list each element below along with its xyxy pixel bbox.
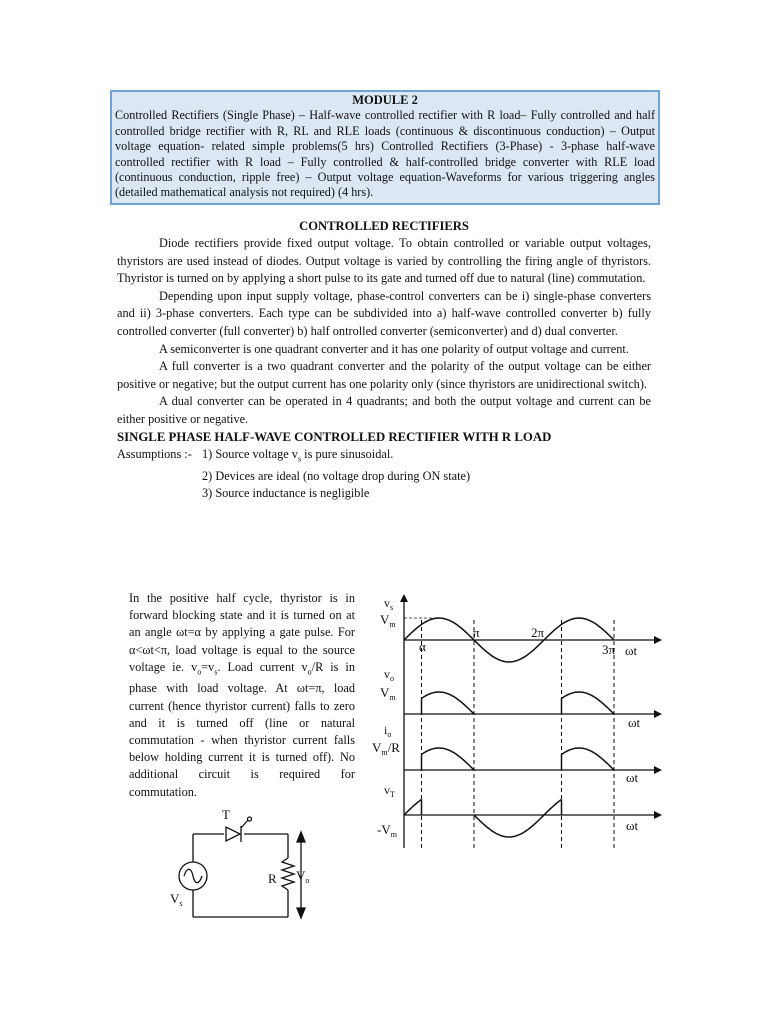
wt-label-3: ωt: [626, 770, 639, 785]
waveform-diagram: [360, 590, 670, 860]
vt-time-axis-arrow: [654, 811, 662, 819]
subsection-heading: SINGLE PHASE HALF-WAVE CONTROLLED RECTIFIER WITH R LOAD: [117, 429, 552, 444]
output-current-pulse-2: [562, 748, 615, 770]
paragraph-4: A full converter is a two quadrant converter and the polarity of the output voltage can be either positive or negative; but the output current has one polarity only (since thyristors are unidirectional switch).: [117, 359, 651, 391]
operation-description: In the positive half cycle, thyristor is in forward blocking state and it is turned on at an angle ωt=α by applying a gate pulse. For α<ωt<π, load voltage is equal to the source voltage ie. $v_o=v_s$. Load current $v_o/R$ is in phase with load voltage. At ωt=π, load current (hence thyristor current) falls to zero and it is turned off (line or natural commutation - when thyristor current falls below holding current it is turned off). No additional circuit is required for commutation.: [129, 591, 355, 799]
thyristor-label: T: [222, 807, 230, 822]
vs-peak-label: $V_m$: [380, 612, 396, 629]
module-summary-box: [110, 90, 660, 205]
io-time-axis-arrow: [654, 766, 662, 774]
assumption-2: 2) Devices are ideal (no voltage drop during ON state): [202, 468, 471, 483]
source-label: $V_s$: [170, 891, 183, 908]
paragraph-1: Diode rectifiers provide fixed output voltage. To obtain controlled or variable output voltages, thyristors are used instead of diodes. Output voltage is varied by controlling the firing angle of thyristors. Thyristor is turned on by applying a short pulse to its gate and turned off due to natural (line) commutation.: [117, 236, 651, 286]
paragraph-5: A dual converter can be operated in 4 quadrants; and both the output voltage and current can be either positive or negative.: [117, 394, 651, 426]
vs-axis-label: $v_s$: [384, 596, 394, 612]
thyristor-voltage-forward-1: [404, 799, 422, 815]
wt-label-4: ωt: [626, 818, 639, 833]
output-current-pulse-1: [422, 748, 475, 770]
paragraph-3: A semiconverter is one quadrant converter and it has one polarity of output voltage and current.: [159, 341, 629, 356]
assumption-row-1: [117, 446, 651, 468]
ac-source-symbol: [179, 862, 207, 890]
vertical-axis-arrow: [400, 594, 408, 602]
module-title: MODULE 2: [352, 93, 418, 107]
two-pi-label: 2π: [531, 625, 545, 640]
output-voltage-label: $V_o$: [296, 868, 310, 885]
vo-time-axis-arrow: [654, 710, 662, 718]
io-peak-label: $V_m/R$: [372, 740, 400, 757]
output-voltage-pulse-2: [562, 692, 615, 714]
resistor-symbol: [282, 858, 294, 890]
assumption-3: 3) Source inductance is negligible: [202, 486, 370, 501]
wt-label-2: ωt: [628, 715, 641, 730]
vs-time-axis-arrow: [654, 636, 662, 644]
module-description: Controlled Rectifiers (Single Phase) – Half-wave controlled rectifier with R load– Fully controlled and half controlled bridge rectifier with R, RL and RLE loads (continuous & discontinuous conduction) – Output voltage equation- related simple problems(5 hrs) Controlled Rectifiers (3-Phase) - 3-phase half-wave controlled rectifier with R load – Fully controlled & half-controlled bridge converter with RLE load (continuous conduction, ripple free) – Output voltage equation-Waveforms for various triggering angles (detailed mathematical analysis not required) (4 hrs).: [115, 108, 655, 200]
vo-axis-label: $v_o$: [384, 667, 394, 683]
assumption-1: 1) Source voltage $v_s$ is pure sinusoidal.: [202, 446, 394, 463]
main-content: [117, 217, 651, 503]
pi-label: π: [473, 625, 480, 640]
resistor-label: R: [268, 871, 277, 886]
vo-peak-label: $V_m$: [380, 685, 396, 702]
circuit-diagram: [160, 806, 340, 928]
vt-axis-label: $v_T$: [384, 783, 395, 799]
wt-label-1: ωt: [625, 643, 638, 658]
output-voltage-pulse-1: [422, 692, 475, 714]
thyristor-voltage-forward-2: [544, 799, 562, 815]
paragraph-2: Depending upon input supply voltage, phase-control converters can be i) single-phase converters and ii) 3-phase converters. Each type can be subdivided into a) half-wave controlled converter b) fully controlled converter (full converter) b) half ontrolled converter (semiconverter) and d) dual converter.: [117, 288, 651, 338]
thyristor-voltage-reverse: [474, 815, 544, 837]
assumptions-label: Assumptions :-: [117, 446, 192, 461]
io-axis-label: $i_o$: [384, 723, 392, 739]
three-pi-label: 3π: [602, 642, 616, 657]
section-heading: CONTROLLED RECTIFIERS: [299, 219, 469, 233]
alpha-label: α: [419, 639, 426, 654]
vt-negative-peak-label: $-V_m$: [377, 822, 397, 839]
